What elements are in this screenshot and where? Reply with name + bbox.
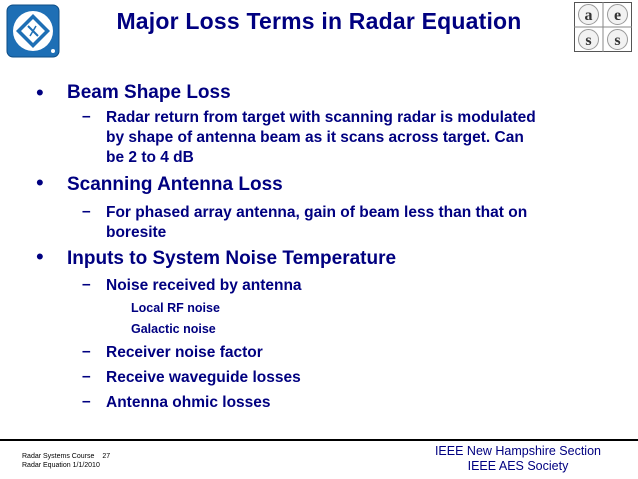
bullet-3-sub-1-text: Noise received by antenna [106, 277, 302, 294]
footer-org-line-1: IEEE New Hampshire Section [434, 444, 601, 458]
bullet-1-sub-1-text: Radar return from target with scanning radar is modulated by shape of antenna beam as it scans across target. Can be 2 to 4 dB [106, 109, 536, 166]
bullet-3-sub-2-text: Receiver noise factor [106, 344, 263, 361]
aess-letter-s1: s [585, 32, 592, 49]
bullet-3-sub-1-dash: – [82, 276, 91, 293]
bullet-2-text: Scanning Antenna Loss [67, 174, 283, 195]
bullet-3-sub-3-dash: – [82, 368, 91, 385]
footer-course: Radar Systems Course [22, 453, 95, 460]
bullet-3-glyph: • [36, 244, 44, 269]
footer-organization [435, 444, 601, 474]
bullet-3-sub-1-item-1: Local RF noise [131, 301, 220, 315]
bullet-2-sub-1-dash: – [82, 203, 91, 220]
bullet-3-sub-4-dash: – [82, 393, 91, 410]
aess-letter-e: e [613, 7, 622, 24]
footer-divider [0, 439, 638, 441]
bullet-1-text: Beam Shape Loss [67, 82, 231, 103]
bullet-3-sub-3-text: Receive waveguide losses [106, 369, 301, 386]
footer-course-info [22, 452, 110, 470]
slide-title: Major Loss Terms in Radar Equation [116, 8, 522, 34]
footer-course-line [22, 452, 110, 461]
bullet-3-text: Inputs to System Noise Temperature [67, 248, 397, 269]
footer-page-number: 27 [102, 453, 111, 460]
bullet-2-sub-1-text: For phased array antenna, gain of beam less than that on boresite [106, 204, 528, 241]
bullet-1-sub-1-dash: – [82, 108, 91, 125]
bullet-3-sub-2-dash: – [82, 343, 91, 360]
bullet-2-glyph: • [36, 170, 44, 195]
bullet-3-sub-1-item-2: Galactic noise [131, 322, 216, 336]
aess-letter-s2: s [614, 32, 621, 49]
bullet-3-sub-4-text: Antenna ohmic losses [106, 394, 271, 411]
bullet-1-glyph: • [36, 80, 44, 105]
footer-org-line-2: IEEE AES Society [467, 459, 569, 473]
footer-lecture: Radar Equation 1/1/2010 [22, 462, 100, 469]
aess-letter-a: a [584, 7, 593, 24]
